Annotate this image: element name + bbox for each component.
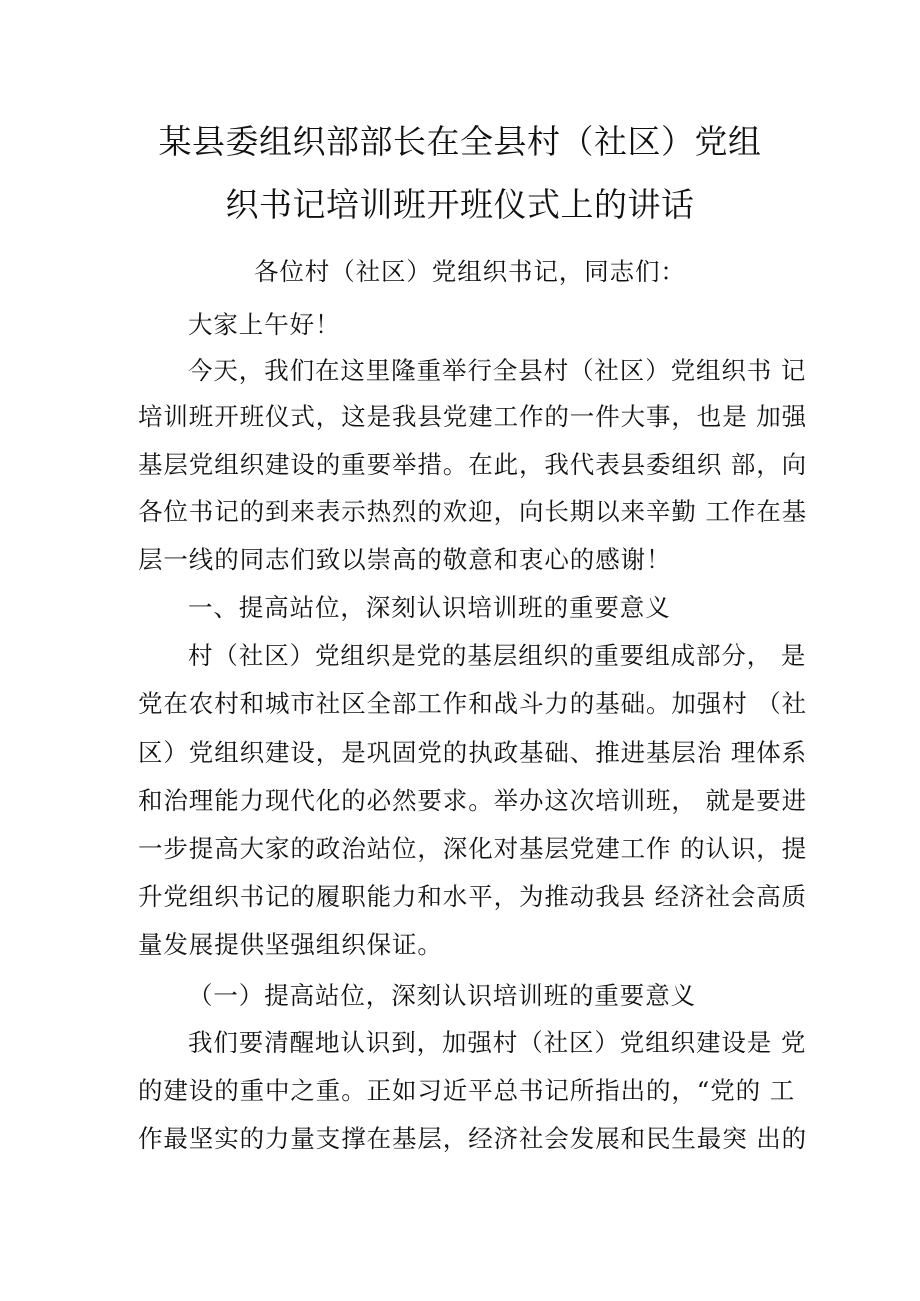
paragraph-line: 一步提高大家的政治站位，深化对基层党建工作 的认识，提 [138, 834, 808, 863]
paragraph-line: 层一线的同志们致以崇高的敬意和衷心的感谢！ [138, 545, 672, 574]
document-title-line-2: 织书记培训班开班仪式上的讲话 [225, 185, 695, 224]
paragraph-line: 升党组织书记的履职能力和水平，为推动我县 经济社会高质 [138, 882, 808, 911]
subsection-heading-1: （一）提高站位，深刻认识培训班的重要意义 [188, 981, 696, 1010]
document-title-line-1: 某县委组织部部长在全县村（社区）党组 [158, 122, 762, 161]
paragraph-line: 的建设的重中之重。正如习近平总书记所指出的，“党的 工 [138, 1076, 796, 1105]
paragraph-line: 培训班开班仪式，这是我县党建工作的一件大事，也是 加强 [138, 402, 808, 431]
salutation: 各位村（社区）党组织书记，同志们： [254, 257, 686, 286]
paragraph-line: 区）党组织建设，是巩固党的执政基础、推进基层治 理体系 [138, 738, 808, 767]
paragraph-line: 作最坚实的力量支撑在基层，经济社会发展和民生最突 出的 [138, 1124, 808, 1153]
paragraph-line: 我们要清醒地认识到，加强村（社区）党组织建设是 党 [188, 1028, 807, 1057]
paragraph-line: 村（社区）党组织是党的基层组织的重要组成部分， 是 [188, 641, 807, 670]
paragraph-line: 量发展提供坚强组织保证。 [138, 930, 443, 959]
paragraph-line: 党在农村和城市社区全部工作和战斗力的基础。加强村 （社 [138, 689, 808, 718]
greeting: 大家上午好！ [188, 310, 341, 339]
section-heading-1: 一、提高站位，深刻认识培训班的重要意义 [188, 593, 671, 622]
paragraph-line: 基层党组织建设的重要举措。在此，我代表县委组织 部，向 [138, 450, 808, 479]
paragraph-line: 和治理能力现代化的必然要求。举办这次培训班， 就是要进 [138, 786, 808, 815]
paragraph-line: 今天，我们在这里隆重举行全县村（社区）党组织书 记 [188, 356, 807, 385]
paragraph-line: 各位书记的到来表示热烈的欢迎，向长期以来辛勤 工作在基 [138, 497, 808, 526]
